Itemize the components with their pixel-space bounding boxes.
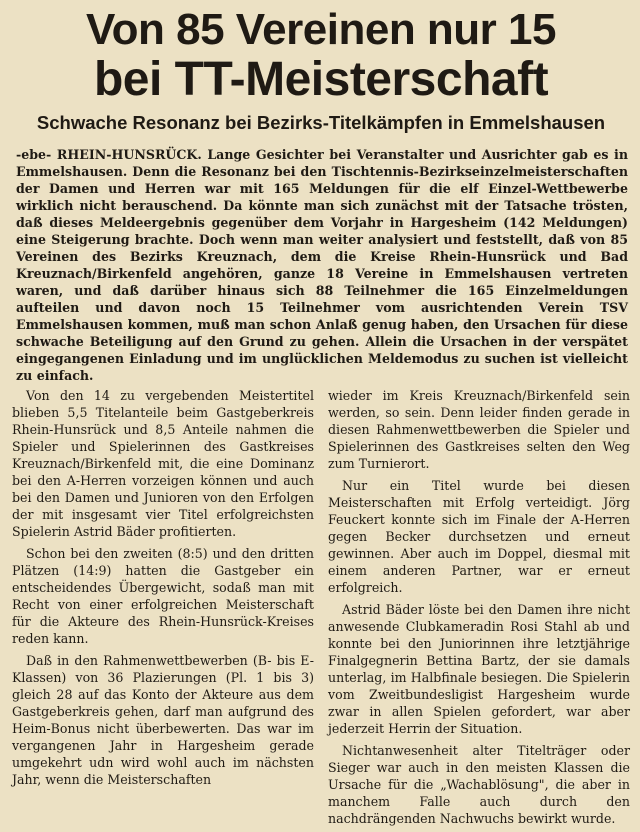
lead-paragraph: -ebe- RHEIN-HUNSRÜCK. Lange Gesichter bei Veranstalter und Ausrichter gab es in Emmelshausen. Denn die Resonanz bei den Tischtennis-Bezirkseinzelmeisterschaften der Damen und Herren war mit 165 Meldungen für die elf Einzel-Wettbewerbe wirklich nicht berauschend. Da könnte man sich zunächst mit der Tatsache trösten, daß dieses Meldeergebnis gegenüber dem Vorjahr in Hargesheim (142 Meldungen) eine Steigerung brachte. Doch wenn man weiter analysiert und feststellt, daß von 85 Vereinen des Bezirks Kreuznach, dem die Kreise Rhein-Hunsrück und Bad Kreuznach/Birkenfeld angehören, ganze 18 Vereine in Emmelshausen vertreten waren, und daß darüber hinaus sich 88 Teilnehmer die 165 Einzelmeldungen aufteilen und davon noch 15 Teilnehmer vom ausrichtenden Verein TSV Emmelshausen kommen, muß man schon Anlaß genug haben, den Ursachen für diese schwache Beteiligung auf den Grund zu gehen. Allein die Ursachen in der verspätet eingegangenen Einladung und im unglücklichen Meldemodus zu suchen ist vielleicht zu einfach. (16, 147, 628, 383)
body-paragraph: Nichtanwesenheit alter Titelträger oder Sieger war auch in den meisten Klassen die Ursache für die „Wachablösung", die aber in manchem Falle auch durch den nachdrängenden Nachwuchs bewirkt wurde. (328, 743, 630, 826)
body-paragraph: Astrid Bäder löste bei den Damen ihre nicht anwesende Clubkameradin Rosi Stahl ab und konnte bei den Juniorinnen ihre letztjährige Finalgegnerin Bettina Bartz, der sie damals unterlag, im Halbfinale besiegen. Die Spielerin vom Zweitbundesligist Hargesheim wurde zwar in allen Spielen gefordert, war aber jederzeit Herrin der Situation. (328, 602, 630, 736)
body-paragraph-continuation: wieder im Kreis Kreuznach/Birkenfeld sein werden, so sein. Denn leider finden gerade in diesen Rahmenwettbewerben die Spieler und Spielerinnen des Gastkreises selten den Weg zum Turnierort. (328, 388, 630, 471)
body-paragraph: Nur ein Titel wurde bei diesen Meisterschaften mit Erfolg verteidigt. Jörg Feuckert konnte sich im Finale der A-Herren gegen Becker durchsetzen und erneut gewinnen. Aber auch im Doppel, diesmal mit einem anderen Partner, war er erneut erfolgreich. (328, 478, 630, 595)
right-column (328, 387, 630, 832)
body-paragraph: Von den 14 zu vergebenden Meistertitel blieben 5,5 Titelanteile beim Gastgeberkreis Rhein-Hunsrück und 8,5 Anteile nahmen die Spieler und Spielerinnen des Gastkreises Kreuznach/Birkenfeld mit, die eine Dominanz bei den A-Herren vorzeigen können und auch bei den Damen und Junioren von den Erfolgen der mit insgesamt vier Titel erfolgreichsten Spielerin Astrid Bäder profitierten. (12, 388, 314, 539)
headline-line-1: Von 85 Vereinen nur 15 (86, 5, 556, 54)
headline (12, 6, 630, 106)
headline-line-2: bei TT-Meisterschaft (93, 53, 549, 106)
left-column (12, 387, 314, 832)
subheadline: Schwache Resonanz bei Bezirks-Titelkämpfen in Emmelshausen (36, 112, 606, 133)
body-paragraph: Daß in den Rahmenwettbewerben (B- bis E-Klassen) von 36 Plazierungen (Pl. 1 bis 3) gleich 28 auf das Konto der Akteure aus dem Gastgeberkreis gehen, darf man aufgrund des Heim-Bonus nicht überbewerten. Das war im vergangenen Jahr in Hargesheim gerade umgekehrt udn wird wohl auch im nächsten Jahr, wenn die Meisterschaften (12, 653, 314, 787)
body-columns (12, 387, 630, 832)
body-paragraph: Schon bei den zweiten (8:5) und den dritten Plätzen (14:9) hatten die Gastgeber ein entscheidendes Übergewicht, sodaß man mit Recht von einer erfolgreichen Meisterschaft für die Akteure des Rhein-Hunsrück-Kreises reden kann. (12, 546, 314, 646)
